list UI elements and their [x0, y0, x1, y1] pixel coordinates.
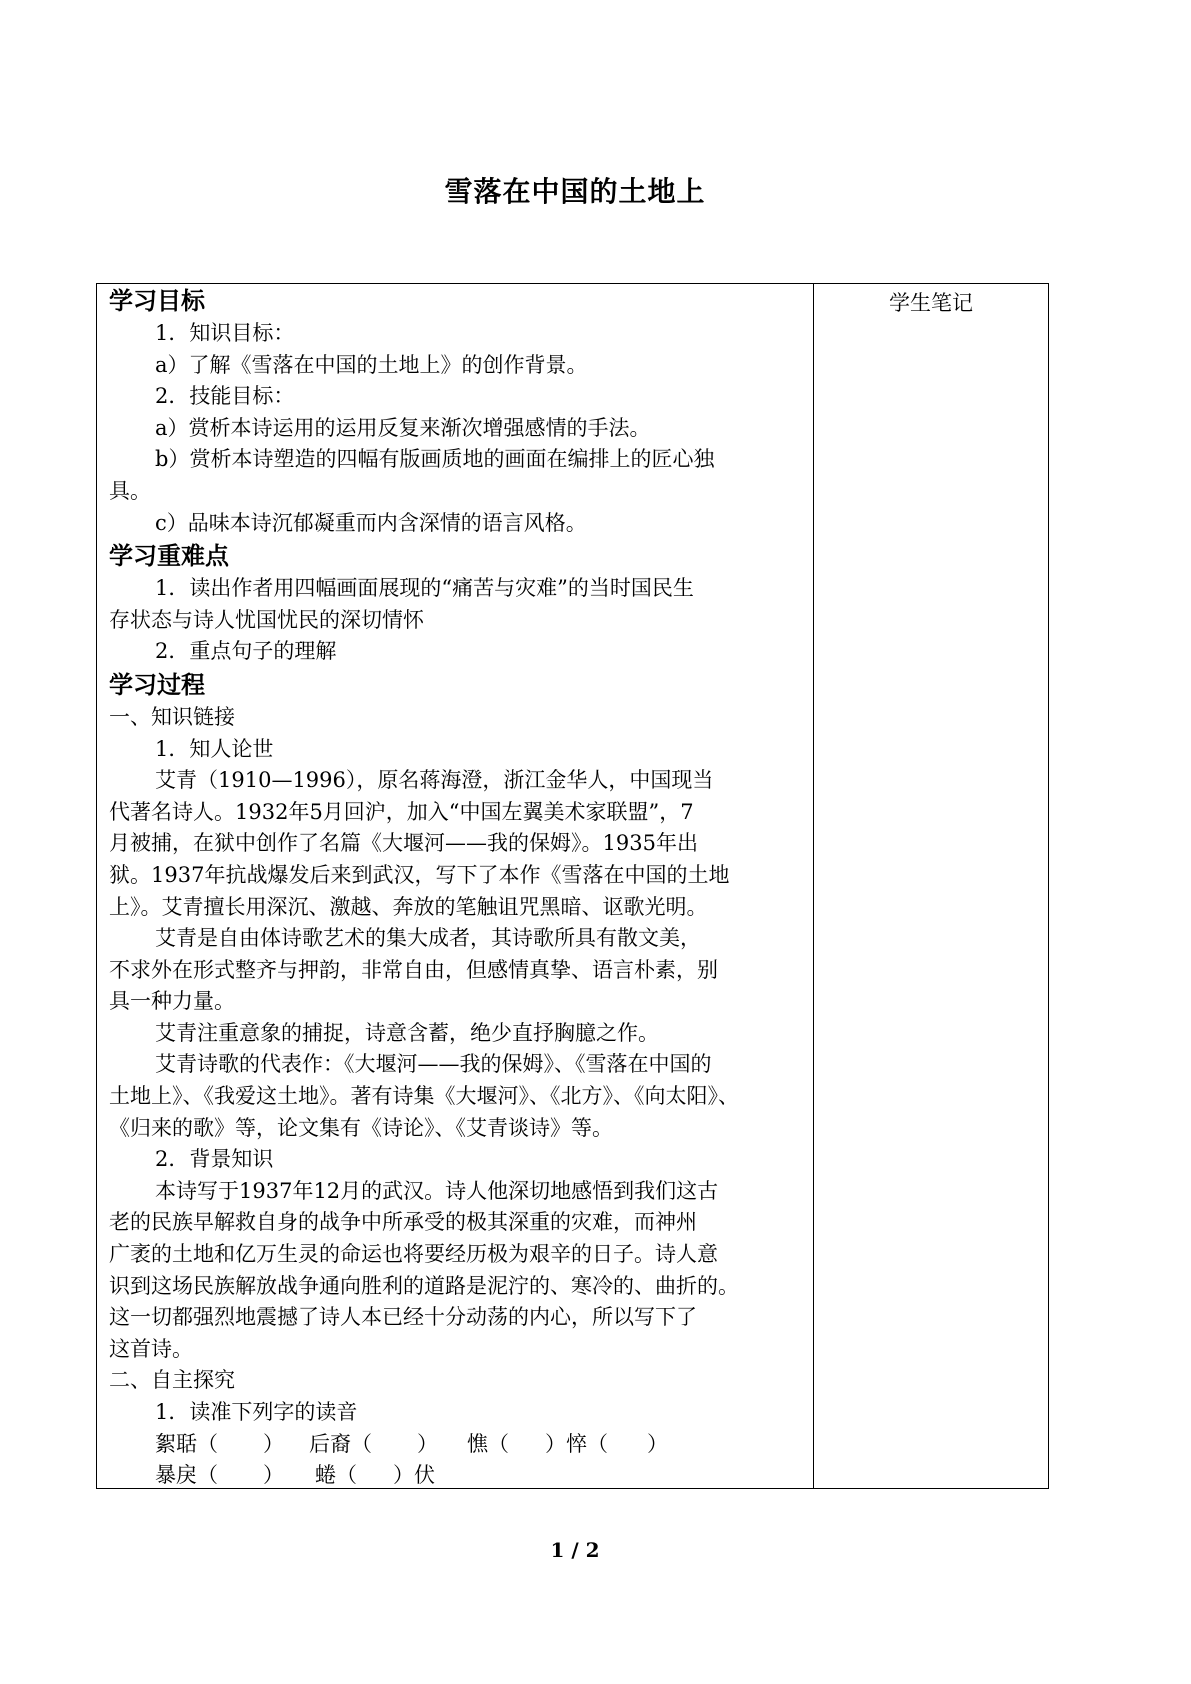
student-notes-header: 学生笔记 [889, 291, 973, 315]
document-title: 雪落在中国的土地上 [444, 175, 706, 208]
lesson-content-column [109, 284, 809, 1492]
process-line: 艾青是自由体诗歌艺术的集大成者，其诗歌所具有散文美， [155, 926, 701, 951]
process-line: 2．背景知识 [155, 1147, 274, 1172]
process-line: 上》。艾青擅长用深沉、激越、奔放的笔触诅咒黑暗、讴歌光明。 [109, 894, 708, 919]
pronunciation-word: 憔（ [467, 1431, 509, 1456]
process-line: 老的民族早解救自身的战争中所承受的极其深重的灾难，而神州 [109, 1210, 697, 1235]
goals-line: 具。 [109, 478, 151, 503]
goals-line: 2．技能目标： [155, 384, 295, 409]
pronunciation-word: ）伏 [393, 1463, 435, 1488]
pronunciation-close: ） [263, 1431, 284, 1456]
lesson-table [96, 283, 1049, 1489]
section-heading-key-points: 学习重难点 [109, 542, 229, 571]
goals-line: 1．知识目标： [155, 321, 295, 345]
pronunciation-close: ） [417, 1431, 438, 1456]
pronunciation-row-2 [109, 1460, 809, 1492]
pronunciation-word: ）悴（ [545, 1431, 608, 1456]
section-heading-goals: 学习目标 [109, 287, 205, 315]
process-line: 月被捕，在狱中创作了名篇《大堰河——我的保姆》。1935年出 [109, 831, 698, 856]
pronunciation-word: 暴戾（ [155, 1463, 218, 1488]
pronunciation-row-1 [109, 1429, 809, 1461]
process-line: 本诗写于1937年12月的武汉。诗人他深切地感悟到我们这古 [155, 1178, 719, 1203]
process-line: 艾青诗歌的代表作：《大堰河——我的保姆》、《雪落在中国的 [155, 1052, 712, 1077]
page-number: 1 / 2 [550, 1538, 600, 1562]
process-line: 一、知识链接 [109, 704, 235, 729]
key-points-line: 2．重点句子的理解 [155, 639, 337, 664]
pronunciation-close: ） [647, 1431, 668, 1456]
process-line: 不求外在形式整齐与押韵，非常自由，但感情真挚、语言朴素，别 [109, 957, 718, 982]
process-line: 代著名诗人。1932年5月回沪，加入“中国左翼美术家联盟”，7 [109, 799, 694, 824]
student-notes-column[interactable] [814, 288, 1048, 320]
process-line: 土地上》、《我爱这土地》。著有诗集《大堰河》、《北方》、《向太阳》、 [109, 1084, 739, 1109]
pronunciation-close: ） [263, 1463, 284, 1488]
process-line: 二、自主探究 [109, 1368, 235, 1393]
process-line: 识到这场民族解放战争通向胜利的道路是泥泞的、寒冷的、曲折的。 [109, 1273, 739, 1298]
goals-line: a）了解《雪落在中国的土地上》的创作背景。 [155, 352, 588, 377]
process-line: 1．读准下列字的读音 [155, 1400, 358, 1424]
goals-line: b）赏析本诗塑造的四幅有版画质地的画面在编排上的匠心独 [155, 447, 715, 472]
key-points-line: 存状态与诗人忧国忧民的深切情怀 [109, 607, 424, 632]
section-heading-process: 学习过程 [109, 670, 205, 699]
pronunciation-word: 蜷（ [315, 1463, 357, 1488]
process-line: 1．知人论世 [155, 736, 274, 761]
process-line: 《归来的歌》等，论文集有《诗论》、《艾青谈诗》等。 [109, 1115, 613, 1140]
process-line: 艾青注重意象的捕捉，诗意含蓄，绝少直抒胸臆之作。 [155, 1020, 659, 1045]
key-points-line: 1．读出作者用四幅画面展现的“痛苦与灾难”的当时国民生 [155, 576, 694, 601]
process-line: 这首诗。 [109, 1336, 193, 1361]
column-divider [813, 284, 814, 1488]
process-line: 这一切都强烈地震撼了诗人本已经十分动荡的内心，所以写下了 [109, 1305, 697, 1330]
process-line: 具一种力量。 [109, 989, 235, 1014]
goals-line: a）赏析本诗运用的运用反复来渐次增强感情的手法。 [155, 415, 651, 440]
process-line: 艾青（1910—1996），原名蒋海澄，浙江金华人，中国现当 [155, 768, 714, 793]
pronunciation-word: 后裔（ [309, 1431, 372, 1456]
pronunciation-word: 絮聒（ [155, 1431, 218, 1456]
goals-line: c）品味本诗沉郁凝重而内含深情的语言风格。 [155, 510, 587, 535]
process-line: 广袤的土地和亿万生灵的命运也将要经历极为艰辛的日子。诗人意 [109, 1242, 718, 1267]
process-line: 狱。1937年抗战爆发后来到武汉，写下了本作《雪落在中国的土地 [109, 862, 730, 887]
